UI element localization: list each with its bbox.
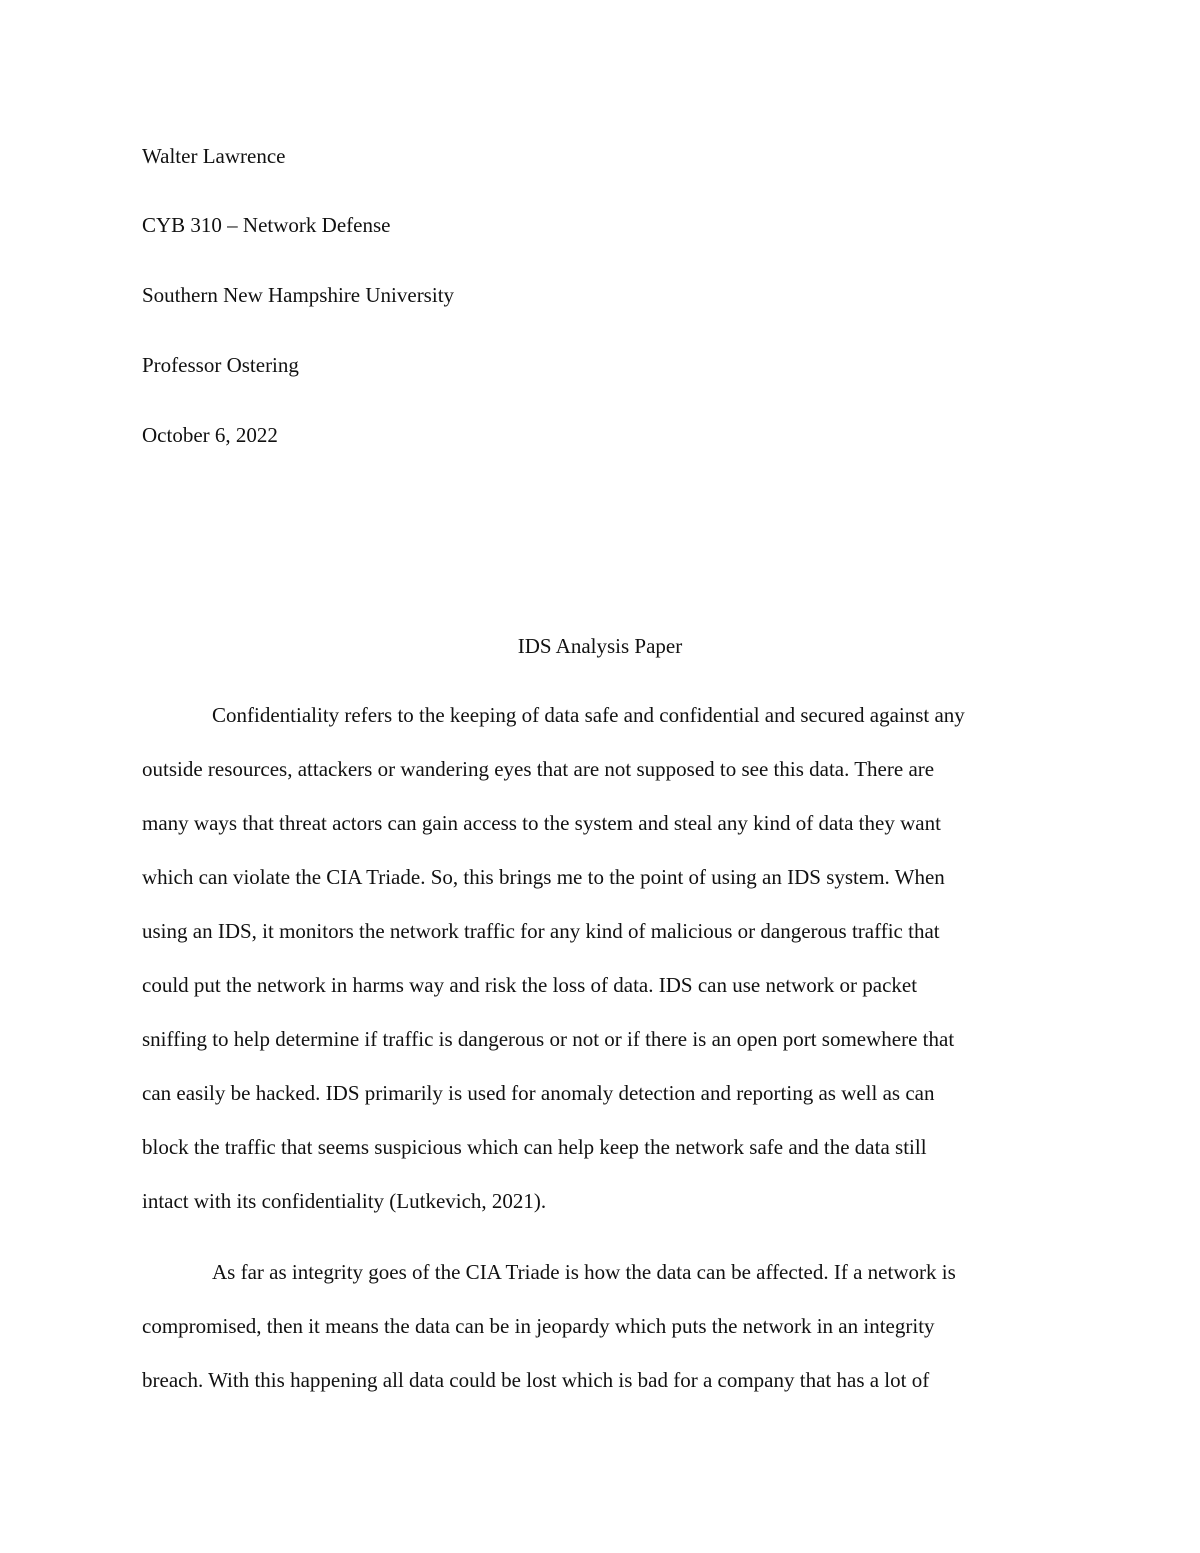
paragraph-line: could put the network in harms way and risk the loss of data. IDS can use network or packet [142,973,918,997]
paragraph-line: intact with its confidentiality (Lutkevich, 2021). [142,1189,547,1213]
paragraph-line: Confidentiality refers to the keeping of data safe and confidential and secured against any [212,703,965,727]
paper-title: IDS Analysis Paper [517,634,683,658]
paragraph-line: using an IDS, it monitors the network traffic for any kind of malicious or dangerous traffic that [142,919,940,943]
paragraph-line: outside resources, attackers or wandering eyes that are not supposed to see this data. There are [142,757,935,781]
paragraph-line: breach. With this happening all data could be lost which is bad for a company that has a lot of [142,1368,930,1392]
submission-date: October 6, 2022 [142,423,278,447]
paragraph-line: can easily be hacked. IDS primarily is used for anomaly detection and reporting as well as can [142,1081,935,1105]
paragraph-line: which can violate the CIA Triade. So, this brings me to the point of using an IDS system. When [142,865,945,889]
course-name: CYB 310 – Network Defense [142,213,391,237]
institution-name: Southern New Hampshire University [142,283,455,307]
paragraph-line: block the traffic that seems suspicious which can help keep the network safe and the data still [142,1135,927,1159]
professor-name: Professor Ostering [142,353,299,377]
paragraph-line: As far as integrity goes of the CIA Triade is how the data can be affected. If a network is [212,1260,956,1284]
paragraph-line: sniffing to help determine if traffic is dangerous or not or if there is an open port somewhere that [142,1027,955,1051]
paragraph-line: many ways that threat actors can gain access to the system and steal any kind of data they want [142,811,941,835]
paragraph-line: compromised, then it means the data can be in jeopardy which puts the network in an integrity [142,1314,935,1338]
author-name: Walter Lawrence [142,144,286,168]
